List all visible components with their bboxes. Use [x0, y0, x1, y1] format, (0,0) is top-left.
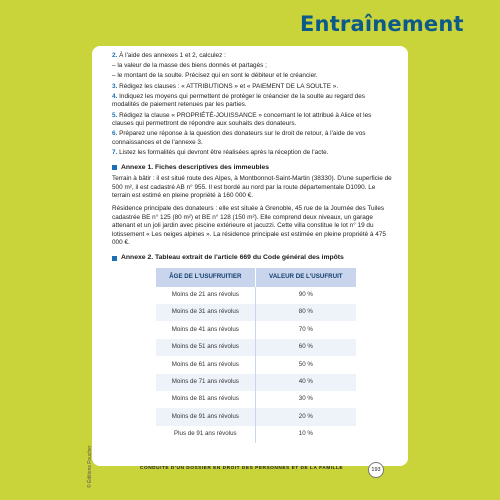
table-row: Moins de 41 ans révolus 70 % [156, 321, 356, 338]
table-row: Moins de 21 ans révolus 90 % [156, 287, 356, 304]
page-title: Entraînement [300, 12, 464, 36]
question-2: 2. À l'aide des annexes 1 et 2, calculez : [112, 52, 226, 59]
column-header-age: ÂGE DE L'USUFRUITIER [156, 268, 255, 287]
question-6: 6. Préparez une réponse à la question des donateurs sur le droit de retour, à l'aide de vos connaissances et de l'annexe 3. [112, 130, 366, 146]
usufruct-table [156, 268, 356, 444]
table-row: Moins de 61 ans révolus 50 % [156, 356, 356, 373]
table-row: Moins de 71 ans révolus 40 % [156, 374, 356, 391]
square-bullet-icon [112, 256, 117, 261]
chapter-footer: CONDUITE D'UN DOSSIER EN DROIT DES PERSONNES ET DE LA FAMILLE [140, 466, 344, 471]
question-3: 3. Rédigez les clauses : « ATTRIBUTIONS » et « PAIEMENT DE LA SOULTE ». [112, 82, 339, 90]
question-7: 7. Listez les formalités qui devront être réalisées après la réception de l'acte. [112, 149, 329, 157]
table-header-row [156, 268, 356, 287]
table-row: Plus de 91 ans révolus 10 % [156, 426, 356, 443]
bullet-1: – la valeur de la masse des biens donnés et partagés ; [112, 62, 267, 70]
table-row: Moins de 81 ans révolus 30 % [156, 391, 356, 408]
exercise-content [112, 52, 394, 443]
table-row: Moins de 31 ans révolus 80 % [156, 304, 356, 321]
column-header-value: VALEUR DE L'USUFRUIT [255, 268, 356, 287]
square-bullet-icon [112, 165, 117, 170]
annex-2-heading: Annexe 2. Tableau extrait de l'article 669 du Code général des impôts [112, 254, 394, 263]
annex-1-terrain: Terrain à bâtir : il est situé route des Alpes, à Montbonnot-Saint-Martin (38330). D'une superficie de 500 m², il est cadastré AB n° 955. Il est bordé au nord par la route départementale D1090. Le terrain est estimé en pleine propriété à 160 000 €. [112, 175, 392, 200]
annex-1-heading: Annexe 1. Fiches descriptives des immeubles [112, 164, 394, 173]
publisher-credit: © Éditions Foucher [87, 445, 93, 488]
table-row: Moins de 91 ans révolus 20 % [156, 408, 356, 425]
question-5: 5. Rédigez la clause « PROPRIÉTÉ-JOUISSANCE » concernant le lot attribué à Alice et les clauses qui permettront de répondre aux souhaits des donateurs. [112, 111, 372, 128]
table-row: Moins de 51 ans révolus 60 % [156, 339, 356, 356]
page-number: 193 [368, 462, 384, 478]
bullet-2: – le montant de la soulte. Précisez qui en sont le débiteur et le créancier. [112, 72, 318, 80]
question-4: 4. Indiquez les moyens qui permettent de protéger le créancier de la soulte au regard des modalités de paiement retenues par les parties. [112, 92, 365, 109]
annex-1-residence: Résidence principale des donateurs : elle est située à Grenoble, 45 rue de la Journée des Tuiles cadastrée BE n° 125 (80 m²) et BE n° 128 (150 m²). Elle comprend deux niveaux, un garage attenant et un joli jardin avec piscine extérieure et jacuzzi. Cette villa constitue le lot n° 19 du lotissement « Les neiges alpines ». La résidence principale est estimée en pleine propriété à 475 000 €. [112, 205, 386, 247]
